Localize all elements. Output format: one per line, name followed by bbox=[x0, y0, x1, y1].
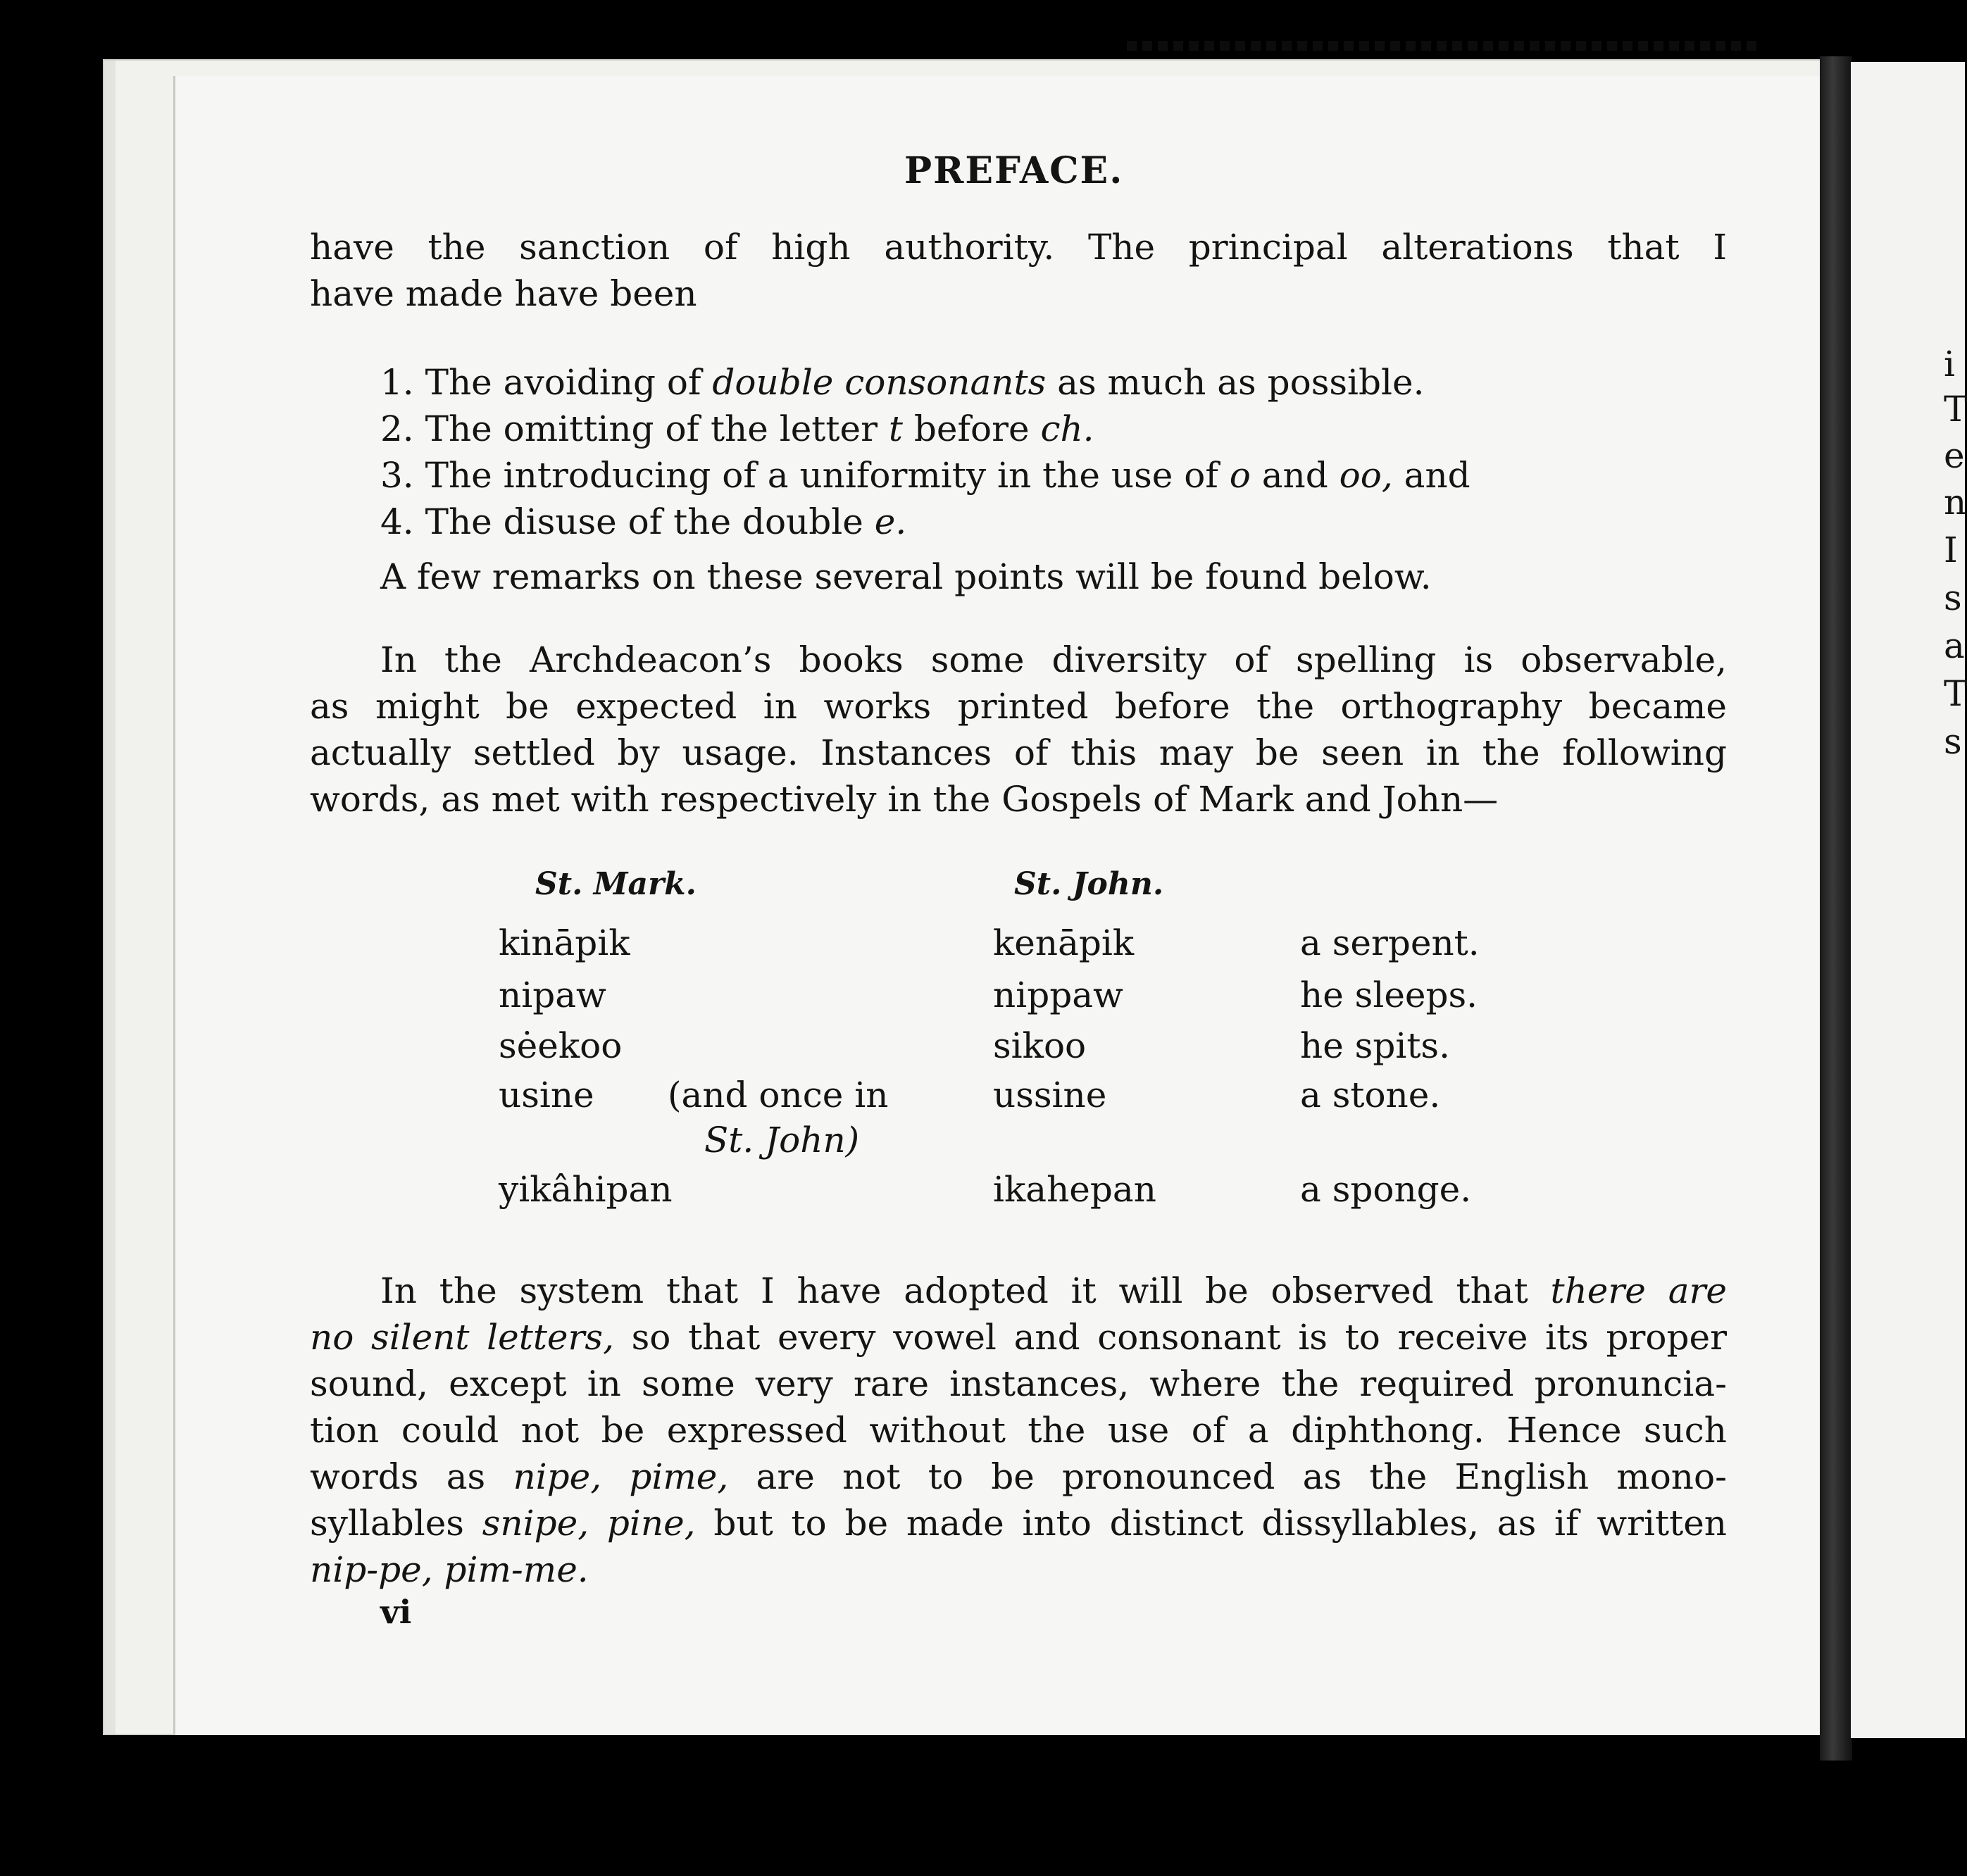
paragraph-text: In the system that I have adopted it will be observed that bbox=[380, 1270, 1551, 1311]
book-gutter bbox=[1820, 56, 1852, 1761]
list-text: The introducing of a uniformity in the use of bbox=[425, 455, 1230, 496]
right-page-letter: T bbox=[1944, 673, 1967, 714]
column-header-st-mark: St. Mark. bbox=[535, 866, 697, 902]
right-page-letter: s bbox=[1944, 721, 1962, 762]
list-item bbox=[380, 362, 1424, 403]
word-meaning: a sponge. bbox=[1300, 1169, 1472, 1210]
right-page-letter: i bbox=[1944, 344, 1955, 384]
word-mark: sėekoo bbox=[499, 1025, 623, 1066]
right-page-letter: T bbox=[1944, 389, 1967, 430]
paragraph-emphasis: nipe, pime, bbox=[513, 1456, 729, 1497]
list-text: and bbox=[1250, 455, 1340, 496]
word-mark: yikâhipan bbox=[499, 1169, 673, 1210]
paragraph-line: In the Archdeacon’s books some diversity of spelling is observable, bbox=[380, 639, 1727, 680]
list-emphasis: t bbox=[888, 408, 903, 449]
paragraph-line: as might be expected in works printed before the orthography became bbox=[310, 686, 1727, 727]
paragraph-line: tion could not be expressed without the use of a diphthong. Hence such bbox=[310, 1410, 1727, 1451]
list-text: The avoiding of bbox=[425, 362, 713, 403]
paragraph-text: words as bbox=[310, 1456, 513, 1497]
right-page-letter: e bbox=[1944, 435, 1965, 476]
word-meaning: a stone. bbox=[1300, 1075, 1441, 1115]
paragraph-line bbox=[380, 1270, 1727, 1311]
word-mark: usine bbox=[499, 1075, 594, 1115]
paragraph-line: words, as met with respectively in the Gospels of Mark and John— bbox=[310, 779, 1499, 820]
paragraph-emphasis: there are bbox=[1550, 1270, 1727, 1311]
list-item bbox=[380, 455, 1470, 496]
table-note: (and once in bbox=[668, 1075, 889, 1115]
table-note: St. John) bbox=[704, 1120, 860, 1161]
page-number: vi bbox=[380, 1593, 412, 1631]
word-john: kenāpik bbox=[993, 923, 1135, 963]
list-emphasis: oo, bbox=[1339, 455, 1393, 496]
list-emphasis: double consonants bbox=[712, 362, 1047, 403]
right-page-letter: n bbox=[1944, 482, 1967, 523]
column-header-st-john: St. John. bbox=[1014, 866, 1164, 902]
list-text: before bbox=[902, 408, 1041, 449]
paragraph-line bbox=[310, 1317, 1727, 1358]
list-number: 1. bbox=[380, 362, 414, 403]
paragraph-emphasis: nip-pe, pim-me. bbox=[310, 1549, 589, 1590]
list-emphasis: ch. bbox=[1040, 408, 1094, 449]
paragraph-text: so that every vowel and consonant is to receive its proper bbox=[613, 1317, 1727, 1358]
word-john: nippaw bbox=[993, 975, 1123, 1015]
paragraph-line: sound, except in some very rare instances, where the required pronuncia- bbox=[310, 1363, 1727, 1404]
paragraph-text: but to be made into distinct dissyllables, as if written bbox=[695, 1503, 1728, 1544]
right-page-letter: I bbox=[1944, 530, 1958, 570]
word-mark: nipaw bbox=[499, 975, 606, 1015]
page-heading: PREFACE. bbox=[904, 149, 1124, 192]
paragraph-emphasis: snipe, pine, bbox=[482, 1503, 696, 1544]
list-emphasis: o bbox=[1229, 455, 1251, 496]
paragraph-line bbox=[310, 1503, 1727, 1544]
list-text: The omitting of the letter bbox=[425, 408, 889, 449]
list-number: 4. bbox=[380, 501, 414, 542]
list-text: The disuse of the double bbox=[425, 501, 875, 542]
scan-edge-noise bbox=[1127, 41, 1761, 51]
list-item bbox=[380, 408, 1094, 449]
word-meaning: he sleeps. bbox=[1300, 975, 1478, 1015]
list-text: as much as possible. bbox=[1046, 362, 1425, 403]
right-page-edge bbox=[1851, 62, 1965, 1738]
right-page-letter: s bbox=[1944, 577, 1962, 618]
paragraph-text: syllables bbox=[310, 1503, 482, 1544]
paragraph-emphasis: no silent letters, bbox=[310, 1317, 614, 1358]
list-number: 2. bbox=[380, 408, 414, 449]
paragraph-text: are not to be pronounced as the English mono- bbox=[728, 1456, 1727, 1497]
word-meaning: a serpent. bbox=[1300, 923, 1480, 963]
paragraph-line: have the sanction of high authority. The principal alterations that I bbox=[310, 227, 1727, 268]
word-mark: kināpik bbox=[499, 923, 630, 963]
paragraph-line: actually settled by usage. Instances of this may be seen in the following bbox=[310, 732, 1727, 773]
list-number: 3. bbox=[380, 455, 414, 496]
word-meaning: he spits. bbox=[1300, 1025, 1450, 1066]
right-page-letter: a bbox=[1944, 625, 1965, 666]
paragraph-line bbox=[310, 1456, 1727, 1497]
word-john: ussine bbox=[993, 1075, 1107, 1115]
list-item bbox=[380, 501, 906, 542]
list-emphasis: e. bbox=[874, 501, 907, 542]
list-text: and bbox=[1392, 455, 1470, 496]
paragraph-line bbox=[310, 1549, 589, 1590]
paragraph-line: have made have been bbox=[310, 273, 697, 314]
remarks-line: A few remarks on these several points will be found below. bbox=[380, 556, 1432, 597]
word-john: sikoo bbox=[993, 1025, 1087, 1066]
word-john: ikahepan bbox=[993, 1169, 1156, 1210]
